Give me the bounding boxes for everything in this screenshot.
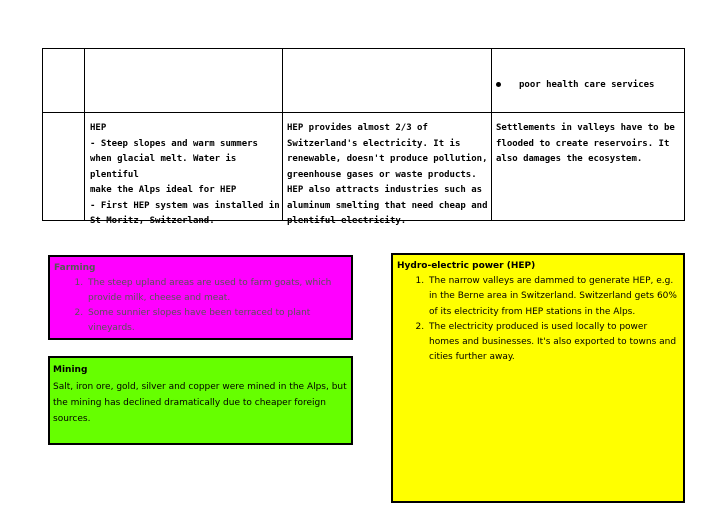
cell-line: when glacial melt. Water is plentiful [90, 154, 237, 180]
cell-line: HEP provides almost 2/3 of [287, 123, 428, 133]
cell-line: - Steep slopes and warm summers [90, 138, 258, 149]
table-col-divider-2 [282, 48, 283, 221]
farming-item: 2. Some sunnier slopes have been terraced to plant vineyards. [86, 306, 347, 336]
cell-line: - First HEP system was installed in [90, 200, 280, 211]
hep-box-item: 1. The narrow valleys are dammed to generate HEP, e.g. in the Berne area in Switzerland. Switzerland gets 60% of its electricity from HEP stations in the Alps. [427, 274, 679, 320]
hep-box [391, 253, 685, 503]
cell-line: make the Alps ideal for HEP [90, 185, 237, 195]
cell-line: aluminum smelting that need cheap and [287, 200, 488, 211]
hep-box-item: 2. The electricity produced is used locally to power homes and businesses. It's also exported to towns and cities further away. [427, 320, 679, 366]
cell-line: flooded to create reservoirs. It [496, 138, 670, 149]
bullet-item [496, 80, 654, 90]
cell-line: plentiful electricity. [287, 216, 407, 226]
cell-line: renewable, doesn't produce pollution, [287, 154, 488, 164]
table-cell-hep-benefits [287, 121, 492, 230]
cell-line: St Moritz, Switzerland. [90, 216, 215, 226]
bullet-text: poor health care services [519, 80, 655, 90]
table-row-divider [42, 112, 685, 113]
table-left-border [42, 48, 43, 221]
cell-line: Switzerland's electricity. It is [287, 138, 461, 149]
mining-title: Mining [53, 365, 88, 375]
cell-title: HEP [90, 123, 107, 133]
mining-text: Salt, iron ore, gold, silver and copper were mined in the Alps, but the mining has declined dramatically due to cheaper foreign sources. [53, 382, 347, 424]
table-cell-hep-problems [496, 121, 682, 168]
table-cell-hep-description [90, 121, 280, 230]
table-top-border [42, 48, 685, 49]
farming-title: Farming [54, 263, 96, 273]
hep-box-title: Hydro-electric power (HEP) [397, 261, 536, 271]
cell-line: greenhouse gases or waste products. [287, 169, 477, 180]
farming-item: 1. The steep upland areas are used to farm goats, which provide milk, cheese and meat. [86, 276, 347, 306]
table-col-divider-1 [84, 48, 85, 221]
mining-box [48, 356, 353, 445]
cell-line: also damages the ecosystem. [496, 154, 643, 164]
table-right-border [684, 48, 685, 221]
farming-box [48, 255, 353, 340]
cell-line: HEP also attracts industries such as [287, 185, 483, 195]
bullet-dot-icon [496, 82, 501, 87]
cell-line: Settlements in valleys have to be [496, 123, 675, 133]
